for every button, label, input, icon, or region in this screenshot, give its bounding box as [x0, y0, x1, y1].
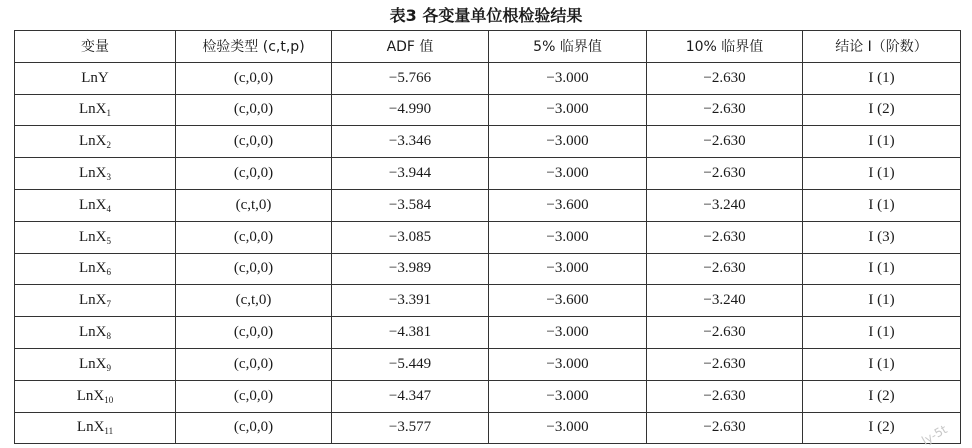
- variable-name: LnX: [76, 419, 105, 436]
- cell-adf-value: −4.990: [332, 94, 489, 126]
- variable-subscript: 1: [106, 108, 111, 119]
- cell-adf-value: −3.944: [332, 158, 489, 190]
- table-row: [15, 62, 961, 94]
- cell-variable: [15, 380, 176, 412]
- watermark: ly-5t: [919, 422, 950, 448]
- variable-subscript: 8: [106, 331, 111, 342]
- cell-test-type: (c,0,0): [176, 158, 332, 190]
- variable-name: LnX: [79, 133, 107, 150]
- cell-test-type: (c,0,0): [176, 412, 332, 444]
- variable-subscript: 3: [106, 172, 111, 183]
- cell-adf-value: −3.577: [332, 412, 489, 444]
- header-adf-value: ADF 值: [332, 31, 489, 63]
- cell-test-type: (c,0,0): [176, 62, 332, 94]
- cell-conclusion: I (2): [803, 412, 961, 444]
- cell-variable: [15, 189, 176, 221]
- cell-conclusion: I (1): [803, 253, 961, 285]
- cell-critical-value-10: −2.630: [647, 221, 803, 253]
- cell-conclusion: I (1): [803, 317, 961, 349]
- cell-test-type: (c,t,0): [176, 285, 332, 317]
- cell-variable: [15, 158, 176, 190]
- cell-test-type: (c,t,0): [176, 189, 332, 221]
- variable-subscript: 9: [106, 362, 111, 373]
- cell-critical-value-5: −3.000: [489, 380, 647, 412]
- table-row: [15, 126, 961, 158]
- table-row: [15, 221, 961, 253]
- cell-adf-value: −3.989: [332, 253, 489, 285]
- cell-critical-value-5: −3.000: [489, 62, 647, 94]
- unit-root-test-table: [14, 30, 961, 444]
- cell-conclusion: I (1): [803, 126, 961, 158]
- cell-test-type: (c,0,0): [176, 348, 332, 380]
- cell-critical-value-5: −3.000: [489, 126, 647, 158]
- cell-critical-value-5: −3.000: [489, 317, 647, 349]
- cell-variable: [15, 412, 176, 444]
- table-row: [15, 158, 961, 190]
- cell-conclusion: I (2): [803, 380, 961, 412]
- cell-adf-value: −3.584: [332, 189, 489, 221]
- header-critical-value-10: 10% 临界值: [647, 31, 803, 63]
- table-row: [15, 380, 961, 412]
- table-row: [15, 253, 961, 285]
- cell-critical-value-10: −3.240: [647, 285, 803, 317]
- table-row: [15, 317, 961, 349]
- cell-adf-value: −4.381: [332, 317, 489, 349]
- cell-test-type: (c,0,0): [176, 317, 332, 349]
- cell-critical-value-10: −2.630: [647, 94, 803, 126]
- cell-adf-value: −5.766: [332, 62, 489, 94]
- variable-name: LnX: [79, 292, 107, 309]
- variable-name: LnX: [79, 165, 107, 182]
- cell-variable: [15, 221, 176, 253]
- variable-name: LnX: [76, 387, 105, 404]
- table-title: 表3 各变量单位根检验结果: [389, 6, 583, 25]
- variable-name: LnX: [79, 101, 107, 118]
- cell-critical-value-10: −2.630: [647, 348, 803, 380]
- table-header-row: [15, 31, 961, 63]
- cell-test-type: (c,0,0): [176, 380, 332, 412]
- cell-conclusion: I (1): [803, 62, 961, 94]
- cell-adf-value: −5.449: [332, 348, 489, 380]
- variable-subscript: 7: [106, 299, 111, 310]
- table-row: [15, 94, 961, 126]
- cell-critical-value-5: −3.600: [489, 285, 647, 317]
- variable-name: LnX: [79, 260, 107, 277]
- cell-variable: [15, 126, 176, 158]
- cell-conclusion: I (1): [803, 285, 961, 317]
- cell-critical-value-5: −3.000: [489, 348, 647, 380]
- variable-name: LnX: [79, 228, 107, 245]
- cell-test-type: (c,0,0): [176, 126, 332, 158]
- cell-critical-value-10: −2.630: [647, 380, 803, 412]
- cell-critical-value-5: −3.000: [489, 94, 647, 126]
- cell-variable: [15, 94, 176, 126]
- variable-subscript: 10: [104, 394, 114, 405]
- header-critical-value-5: 5% 临界值: [489, 31, 647, 63]
- table-row: [15, 348, 961, 380]
- variable-subscript: 4: [106, 203, 111, 214]
- cell-critical-value-10: −3.240: [647, 189, 803, 221]
- variable-subscript: 6: [106, 267, 111, 278]
- cell-critical-value-10: −2.630: [647, 317, 803, 349]
- cell-critical-value-10: −2.630: [647, 253, 803, 285]
- variable-name: LnX: [79, 355, 107, 372]
- cell-adf-value: −3.391: [332, 285, 489, 317]
- cell-critical-value-5: −3.000: [489, 412, 647, 444]
- cell-conclusion: I (1): [803, 348, 961, 380]
- cell-test-type: (c,0,0): [176, 221, 332, 253]
- variable-name: LnX: [79, 324, 107, 341]
- cell-variable: [15, 253, 176, 285]
- cell-critical-value-10: −2.630: [647, 126, 803, 158]
- cell-critical-value-5: −3.600: [489, 189, 647, 221]
- table-row: [15, 189, 961, 221]
- cell-conclusion: I (1): [803, 189, 961, 221]
- cell-test-type: (c,0,0): [176, 94, 332, 126]
- header-conclusion: 结论 I（阶数）: [803, 31, 961, 63]
- cell-adf-value: −4.347: [332, 380, 489, 412]
- cell-test-type: (c,0,0): [176, 253, 332, 285]
- cell-variable: [15, 62, 176, 94]
- cell-critical-value-5: −3.000: [489, 253, 647, 285]
- variable-subscript: 2: [106, 140, 111, 151]
- header-variable: 变量: [15, 31, 176, 63]
- table-row: [15, 412, 961, 444]
- cell-critical-value-5: −3.000: [489, 158, 647, 190]
- cell-critical-value-10: −2.630: [647, 62, 803, 94]
- variable-name: LnY: [81, 69, 109, 86]
- variable-subscript: 5: [106, 235, 111, 246]
- cell-critical-value-10: −2.630: [647, 412, 803, 444]
- cell-adf-value: −3.085: [332, 221, 489, 253]
- header-test-type: 检验类型 (c,t,p): [176, 31, 332, 63]
- cell-conclusion: I (1): [803, 158, 961, 190]
- table-body: [15, 62, 961, 444]
- cell-critical-value-5: −3.000: [489, 221, 647, 253]
- cell-critical-value-10: −2.630: [647, 158, 803, 190]
- cell-variable: [15, 317, 176, 349]
- variable-subscript: 11: [104, 426, 114, 437]
- variable-name: LnX: [79, 196, 107, 213]
- cell-variable: [15, 285, 176, 317]
- cell-adf-value: −3.346: [332, 126, 489, 158]
- table-row: [15, 285, 961, 317]
- cell-conclusion: I (2): [803, 94, 961, 126]
- cell-conclusion: I (3): [803, 221, 961, 253]
- cell-variable: [15, 348, 176, 380]
